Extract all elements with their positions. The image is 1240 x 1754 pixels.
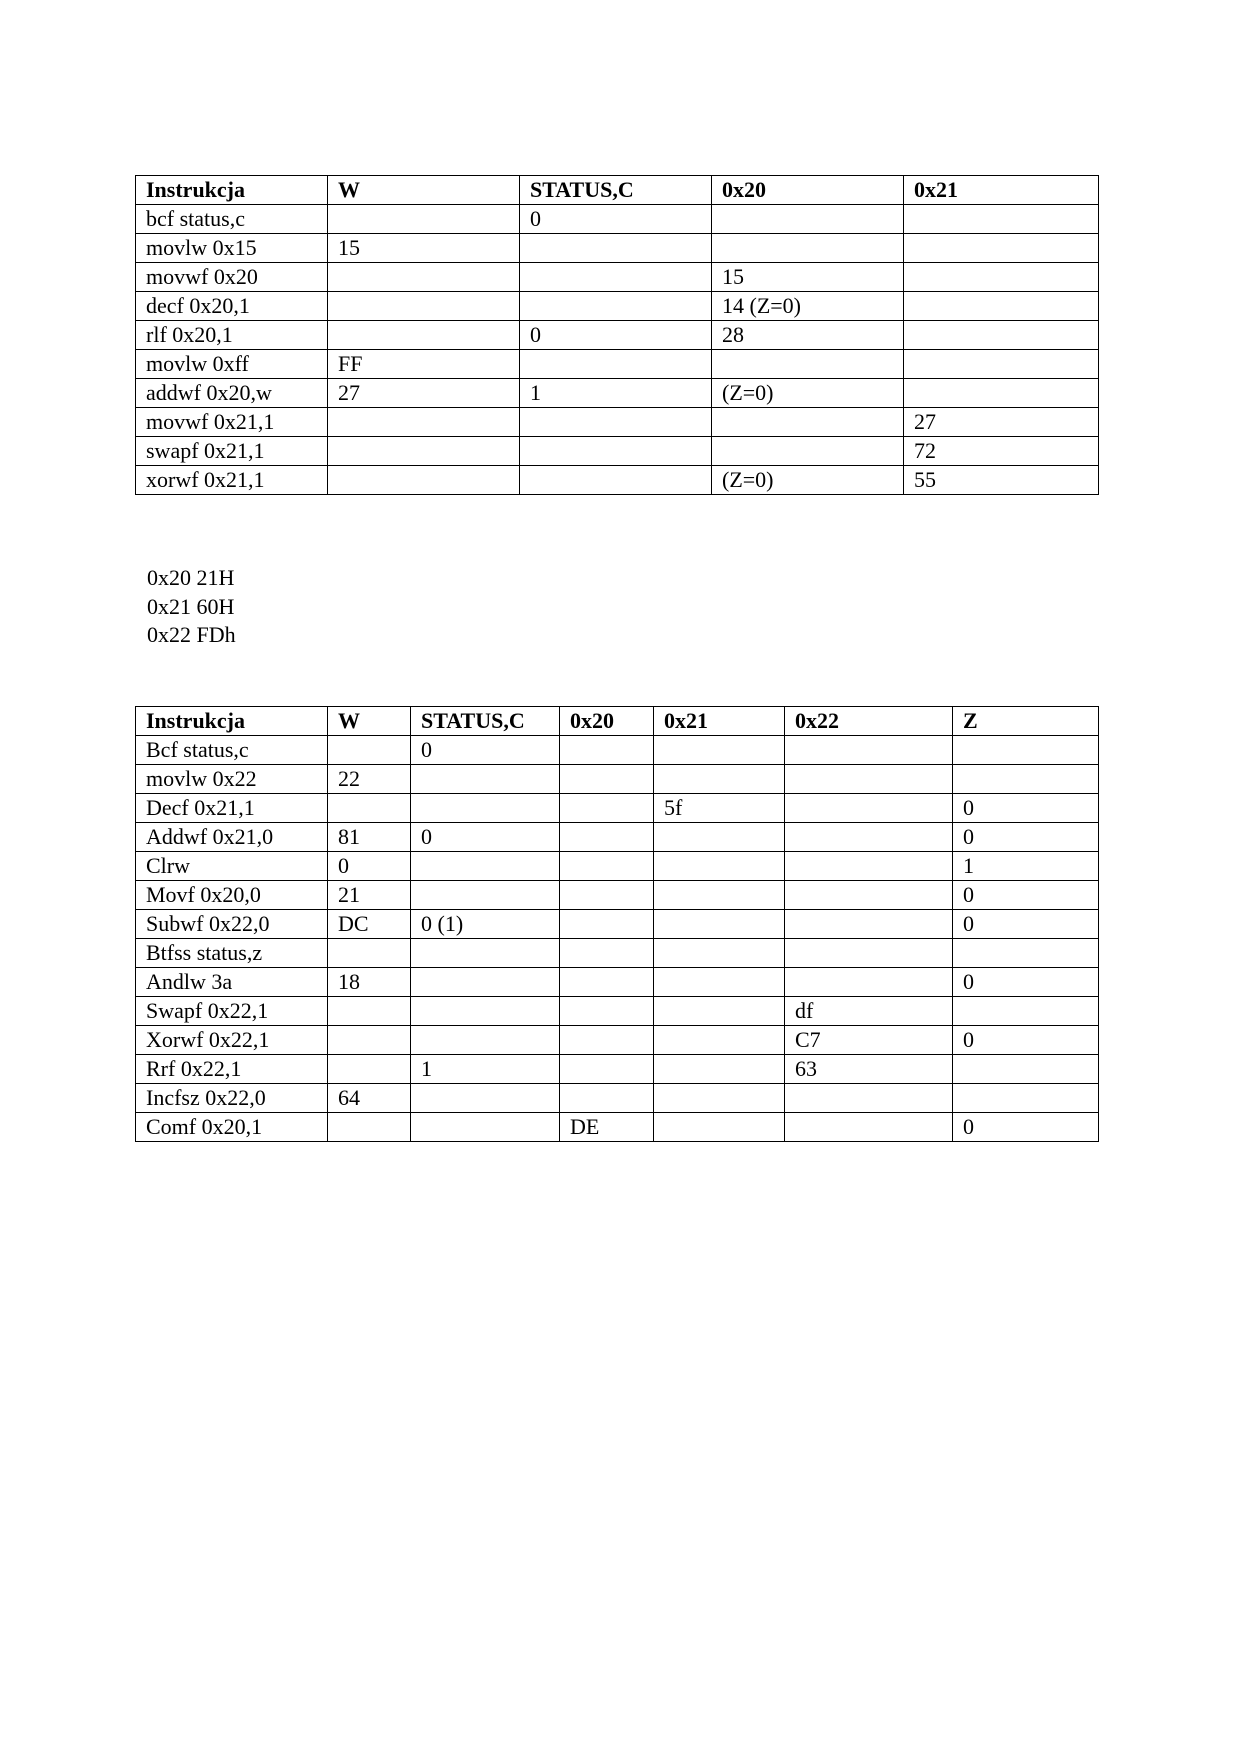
- header-cell: Instrukcja: [136, 707, 328, 736]
- table-body: [136, 205, 1099, 495]
- value-cell: [904, 205, 1099, 234]
- instruction-cell: Comf 0x20,1: [136, 1113, 328, 1142]
- value-cell: 0: [953, 881, 1099, 910]
- value-cell: 1: [411, 1055, 560, 1084]
- value-cell: [411, 765, 560, 794]
- instruction-cell: Decf 0x21,1: [136, 794, 328, 823]
- value-cell: [654, 997, 785, 1026]
- value-cell: [560, 1026, 654, 1055]
- value-cell: [328, 321, 520, 350]
- value-cell: [560, 939, 654, 968]
- value-cell: [560, 968, 654, 997]
- value-cell: 15: [712, 263, 904, 292]
- value-cell: [411, 881, 560, 910]
- header-cell: W: [328, 707, 411, 736]
- instruction-cell: Subwf 0x22,0: [136, 910, 328, 939]
- header-cell: 0x20: [712, 176, 904, 205]
- table-row: [136, 234, 1099, 263]
- value-cell: [654, 823, 785, 852]
- value-cell: [328, 205, 520, 234]
- value-cell: [520, 437, 712, 466]
- header-cell: W: [328, 176, 520, 205]
- value-cell: [328, 939, 411, 968]
- value-cell: [328, 997, 411, 1026]
- value-cell: 63: [785, 1055, 953, 1084]
- instruction-cell: Clrw: [136, 852, 328, 881]
- value-cell: 64: [328, 1084, 411, 1113]
- value-cell: [953, 1055, 1099, 1084]
- value-cell: [785, 968, 953, 997]
- table-row: [136, 736, 1099, 765]
- value-cell: C7: [785, 1026, 953, 1055]
- value-cell: [560, 852, 654, 881]
- value-cell: [953, 939, 1099, 968]
- value-cell: 15: [328, 234, 520, 263]
- value-cell: [654, 1055, 785, 1084]
- value-cell: 21: [328, 881, 411, 910]
- value-cell: 0: [953, 910, 1099, 939]
- value-cell: 14 (Z=0): [712, 292, 904, 321]
- header-cell: 0x22: [785, 707, 953, 736]
- value-cell: 0: [953, 1026, 1099, 1055]
- value-cell: [411, 968, 560, 997]
- instruction-cell: Btfss status,z: [136, 939, 328, 968]
- value-cell: 0: [953, 794, 1099, 823]
- value-cell: [785, 794, 953, 823]
- instruction-cell: movwf 0x20: [136, 263, 328, 292]
- table-row: [136, 321, 1099, 350]
- value-cell: [328, 794, 411, 823]
- value-cell: [785, 765, 953, 794]
- value-cell: [785, 881, 953, 910]
- value-cell: [654, 1084, 785, 1113]
- value-cell: 1: [953, 852, 1099, 881]
- instruction-cell: movlw 0x22: [136, 765, 328, 794]
- value-cell: [712, 437, 904, 466]
- table-row: [136, 437, 1099, 466]
- value-cell: [654, 939, 785, 968]
- value-cell: [328, 1113, 411, 1142]
- value-cell: 18: [328, 968, 411, 997]
- value-cell: 0: [520, 205, 712, 234]
- value-cell: [411, 852, 560, 881]
- instruction-cell: Xorwf 0x22,1: [136, 1026, 328, 1055]
- value-cell: 0 (1): [411, 910, 560, 939]
- header-cell: Z: [953, 707, 1099, 736]
- table-row: [136, 379, 1099, 408]
- instruction-cell: movlw 0x15: [136, 234, 328, 263]
- instruction-cell: Rrf 0x22,1: [136, 1055, 328, 1084]
- value-cell: 0: [953, 1113, 1099, 1142]
- value-cell: [520, 466, 712, 495]
- table-row: [136, 408, 1099, 437]
- value-cell: [560, 881, 654, 910]
- value-cell: [953, 997, 1099, 1026]
- value-cell: 81: [328, 823, 411, 852]
- instruction-cell: Andlw 3a: [136, 968, 328, 997]
- header-cell: STATUS,C: [411, 707, 560, 736]
- value-cell: [520, 408, 712, 437]
- table-row: [136, 350, 1099, 379]
- instruction-cell: movlw 0xff: [136, 350, 328, 379]
- value-cell: [785, 939, 953, 968]
- value-cell: [654, 852, 785, 881]
- table-header-row: [136, 176, 1099, 205]
- instruction-table-1: [135, 175, 1099, 495]
- value-cell: [411, 939, 560, 968]
- value-cell: [785, 852, 953, 881]
- value-cell: [904, 292, 1099, 321]
- table-row: [136, 1113, 1099, 1142]
- table-row: [136, 1026, 1099, 1055]
- value-cell: [712, 408, 904, 437]
- value-cell: [560, 1084, 654, 1113]
- header-cell: Instrukcja: [136, 176, 328, 205]
- value-cell: [654, 910, 785, 939]
- instruction-cell: Incfsz 0x22,0: [136, 1084, 328, 1113]
- value-cell: [654, 968, 785, 997]
- value-cell: [712, 205, 904, 234]
- instruction-cell: swapf 0x21,1: [136, 437, 328, 466]
- table-row: [136, 765, 1099, 794]
- instruction-cell: bcf status,c: [136, 205, 328, 234]
- table-row: [136, 292, 1099, 321]
- value-cell: [560, 765, 654, 794]
- value-cell: [328, 437, 520, 466]
- table-row: [136, 466, 1099, 495]
- table-row: [136, 205, 1099, 234]
- memory-notes: [147, 564, 236, 650]
- value-cell: FF: [328, 350, 520, 379]
- value-cell: [328, 263, 520, 292]
- value-cell: [785, 823, 953, 852]
- value-cell: [953, 765, 1099, 794]
- value-cell: [328, 1055, 411, 1084]
- value-cell: 5f: [654, 794, 785, 823]
- value-cell: [328, 408, 520, 437]
- value-cell: [328, 736, 411, 765]
- value-cell: [411, 997, 560, 1026]
- value-cell: [953, 1084, 1099, 1113]
- value-cell: [560, 794, 654, 823]
- value-cell: 27: [904, 408, 1099, 437]
- value-cell: [785, 736, 953, 765]
- value-cell: DE: [560, 1113, 654, 1142]
- value-cell: 1: [520, 379, 712, 408]
- value-cell: [560, 910, 654, 939]
- value-cell: [654, 736, 785, 765]
- value-cell: [411, 1084, 560, 1113]
- instruction-cell: Addwf 0x21,0: [136, 823, 328, 852]
- instruction-cell: decf 0x20,1: [136, 292, 328, 321]
- value-cell: 27: [328, 379, 520, 408]
- note-line: 0x21 60H: [147, 593, 235, 619]
- value-cell: [785, 910, 953, 939]
- value-cell: [785, 1084, 953, 1113]
- value-cell: 0: [411, 736, 560, 765]
- header-cell: STATUS,C: [520, 176, 712, 205]
- header-cell: 0x21: [904, 176, 1099, 205]
- value-cell: [328, 1026, 411, 1055]
- instruction-cell: rlf 0x20,1: [136, 321, 328, 350]
- table-body: [136, 736, 1099, 1142]
- note-line: 0x20 21H: [147, 565, 235, 590]
- value-cell: (Z=0): [712, 466, 904, 495]
- value-cell: [520, 292, 712, 321]
- table-row: [136, 997, 1099, 1026]
- table-row: [136, 1055, 1099, 1084]
- value-cell: [654, 1026, 785, 1055]
- value-cell: DC: [328, 910, 411, 939]
- instruction-cell: Bcf status,c: [136, 736, 328, 765]
- value-cell: [560, 1055, 654, 1084]
- value-cell: 28: [712, 321, 904, 350]
- value-cell: [712, 234, 904, 263]
- table-row: [136, 968, 1099, 997]
- value-cell: 0: [520, 321, 712, 350]
- value-cell: [520, 234, 712, 263]
- value-cell: 55: [904, 466, 1099, 495]
- table-row: [136, 852, 1099, 881]
- table-row: [136, 263, 1099, 292]
- value-cell: [560, 997, 654, 1026]
- value-cell: [712, 350, 904, 379]
- value-cell: (Z=0): [712, 379, 904, 408]
- value-cell: [520, 350, 712, 379]
- note-line: 0x22 FDh: [147, 622, 236, 647]
- instruction-cell: addwf 0x20,w: [136, 379, 328, 408]
- value-cell: [328, 292, 520, 321]
- value-cell: [654, 1113, 785, 1142]
- value-cell: [904, 263, 1099, 292]
- value-cell: 0: [328, 852, 411, 881]
- value-cell: [904, 321, 1099, 350]
- table-row: [136, 881, 1099, 910]
- value-cell: 72: [904, 437, 1099, 466]
- value-cell: [904, 379, 1099, 408]
- table-header-row: [136, 707, 1099, 736]
- value-cell: [411, 794, 560, 823]
- value-cell: 0: [953, 968, 1099, 997]
- value-cell: [654, 881, 785, 910]
- value-cell: [328, 466, 520, 495]
- table-row: [136, 939, 1099, 968]
- instruction-cell: Movf 0x20,0: [136, 881, 328, 910]
- value-cell: [904, 350, 1099, 379]
- value-cell: [560, 823, 654, 852]
- header-cell: 0x21: [654, 707, 785, 736]
- instruction-cell: Swapf 0x22,1: [136, 997, 328, 1026]
- value-cell: [654, 765, 785, 794]
- instruction-table-2: [135, 706, 1099, 1142]
- value-cell: 0: [953, 823, 1099, 852]
- value-cell: 0: [411, 823, 560, 852]
- value-cell: 22: [328, 765, 411, 794]
- value-cell: [785, 1113, 953, 1142]
- value-cell: [953, 736, 1099, 765]
- table-row: [136, 1084, 1099, 1113]
- value-cell: [904, 234, 1099, 263]
- table-row: [136, 823, 1099, 852]
- value-cell: [560, 736, 654, 765]
- header-cell: 0x20: [560, 707, 654, 736]
- table-row: [136, 910, 1099, 939]
- value-cell: [411, 1113, 560, 1142]
- value-cell: [520, 263, 712, 292]
- table-row: [136, 794, 1099, 823]
- value-cell: [411, 1026, 560, 1055]
- instruction-cell: xorwf 0x21,1: [136, 466, 328, 495]
- value-cell: df: [785, 997, 953, 1026]
- instruction-cell: movwf 0x21,1: [136, 408, 328, 437]
